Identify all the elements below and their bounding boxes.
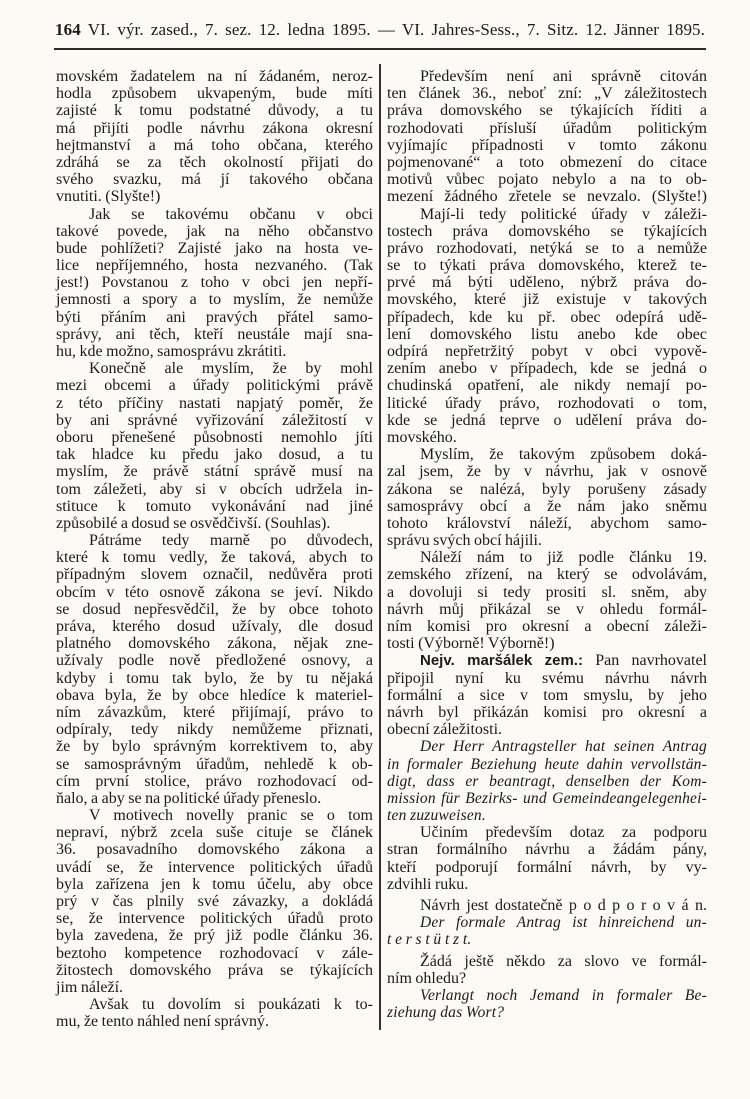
speaker-label: Nejv. maršálek zem.: <box>420 652 583 670</box>
text-line: kde se jedná teprve o udělení práva do- <box>387 411 707 429</box>
text-line: rozhodovati přísluší úřadům politickým <box>387 119 707 137</box>
text-line: takové povede, jak na něho občanstvo <box>56 222 373 240</box>
text-line: cím první stolice, právo rozhodovací od- <box>56 772 373 790</box>
text-line: Mají-li tedy politické úřady v záleži- <box>420 205 707 223</box>
text-line: Myslím, že takovým způsobem doká- <box>420 446 707 464</box>
text-line: chudinská opatření, ale nikdy nemají po- <box>387 377 707 395</box>
text-line: případným slovem označil, nedůvěra proti <box>56 566 373 584</box>
text-line: tostech práva domovského se týkajících <box>387 222 707 240</box>
text-line: hodla způsobem ukvapeným, bude míti <box>56 85 373 103</box>
text-line: a dovoluji si tedy prositi sl. sněm, aby <box>387 583 707 601</box>
text-line: byla zavedena, že prý již podle článku 36. <box>56 927 373 945</box>
text-line: tosti (Výborně! Výborně!) <box>387 635 555 653</box>
text-line: jest!) Povstanou z toho v obci jen nepří- <box>56 274 373 292</box>
text-line: nepraví, nýbrž zcela suše cituje se článek <box>56 824 373 842</box>
text-line: samosprávy obcí a že nám jako sněmu <box>387 497 707 515</box>
text-line: movského. <box>387 428 457 446</box>
text-line: odpíraly, tedy nikdy nemůžeme přiznati, <box>56 721 373 739</box>
text-line: mu, že tento náhled není správný. <box>56 1013 269 1031</box>
left-column <box>56 68 373 1031</box>
text-line: kdyby i tomu tak bylo, že by tu nějaká <box>56 669 373 687</box>
text-line: movského, které již existuje v takových <box>387 291 707 309</box>
text-line: by ani správné vyřizování záležitostí v <box>56 411 373 429</box>
text-line: formální a sice v tom smyslu, by jeho <box>387 686 707 704</box>
text-line: zal jsem, že by v návrhu, jak v osnově <box>387 463 707 481</box>
text-line: zdvihli ruku. <box>387 875 469 893</box>
text-line: stran formálního návrhu a žádám pány, <box>387 841 707 859</box>
text-line: se to týkati práva domovského, kterež te- <box>387 257 707 275</box>
text-line: práva domovského se týkajících říditi a <box>387 102 707 120</box>
text-line: hu, kde možno, samosprávu zkrátiti. <box>56 343 287 360</box>
text-line: 36. posavadního domovského zákona a <box>56 841 373 859</box>
text-line: Avšak tu dovolím si poukázati k to- <box>89 996 373 1014</box>
text-line: případech, kde ku př. obec odepírá udě- <box>387 308 707 326</box>
text-line: prý v čas plnily své závazky, a dokládá <box>56 893 373 910</box>
text-line: lice nepříjemného, hosta nezvaného. (Tak <box>56 257 373 275</box>
text-line: Především není ani správně citován <box>420 68 707 85</box>
text-line: práva, kterého dosud užívaly, dle dosud <box>56 618 373 635</box>
text-line: mezení žádného zřetele se nevzalo. (Slyšte!) <box>387 188 707 206</box>
text-line: Žádá ještě někdo za slovo ve formál- <box>420 952 707 970</box>
text-line: obava byla, že by obce hledíce k materiel- <box>56 686 373 704</box>
text-line: bude pohlížeti? Zajisté jako na hosta ve- <box>56 239 373 257</box>
right-column <box>387 68 707 1021</box>
header-rule <box>54 48 706 50</box>
text-line: připojil nyní ku svému návrhu návrh <box>387 669 707 687</box>
text-line: způsobilé a dosud se osvědčivší. (Souhlas). <box>56 514 331 532</box>
text-line: motivů vůbec pojato nebylo a na to ob- <box>387 171 707 189</box>
text-line: mission für Bezirks- und Gemeindeangelegenhei- <box>387 789 707 807</box>
text-line: žitostech domovského práva se týkajících <box>56 961 373 979</box>
text-line: platného domovského zákona, nějak zne- <box>56 635 373 653</box>
text-line: vnutiti. (Slyšte!) <box>56 188 161 206</box>
text-line: že by bylo správným korrektivem to, aby <box>56 738 373 756</box>
text-line: obcím v této osnově zákona se jeví. Nikdo <box>56 583 373 601</box>
text-line: užívaly podle nově předložené osnovy, a <box>56 652 373 670</box>
text-line: ňalo, a aby se na politické úřady přeneslo. <box>56 789 322 807</box>
text-line: pojmenované“ a toto obmezení do citace <box>387 153 707 171</box>
text-line: tom záležeti, aby si v obcích udržela in- <box>56 480 373 498</box>
text-line: Verlangt noch Jemand in formaler Be- <box>420 986 707 1004</box>
text-line: Pátráme tedy marně po důvodech, <box>89 532 373 550</box>
text-line: zdráhá se za těch okolností přijati do <box>56 153 373 171</box>
text-line: Konečně ale myslím, že by mohl <box>89 360 373 378</box>
text-line: vyjímajíc případnosti v tomto zákonu <box>387 136 707 154</box>
text-line: Návrh jest dostatečně p o d p o r o v á n. <box>420 897 707 914</box>
text-line: lení domovského listu anebo kde obec <box>387 325 707 343</box>
page-number: 164 <box>55 20 81 39</box>
text-line: Učiním především dotaz za podporu <box>420 824 707 842</box>
text-line: stituce k tomuto vykonávání nad jiné <box>56 497 373 515</box>
text-line: jim náleží. <box>56 978 124 996</box>
text-line: byla zařízena jen k tomu účelu, aby obce <box>56 875 373 893</box>
column-divider <box>379 64 381 1030</box>
text-line: správu svých obcí hájili. <box>387 532 542 550</box>
text-line: se samosprávným úřadům, nehledě k ob- <box>56 755 373 773</box>
text-line: Der Herr Antragsteller hat seinen Antrag <box>420 738 707 756</box>
text-line: kteří podporují formální návrh, by vy- <box>387 858 707 876</box>
text-line: hejtmanství a má toho občana, kterého <box>56 136 373 154</box>
text-line: se, že intervence politických úřadů proto <box>56 910 373 928</box>
text-line: ten zuzuweisen. <box>387 807 486 825</box>
text-line: ten článek 36., neboť zní: „V záležitostech <box>387 85 707 103</box>
text-line <box>387 652 707 669</box>
running-title: VI. výr. zased., 7. sez. 12. ledna 1895. — VI. Jahres-Sess., 7. Sitz. 12. Jänner 1895. <box>87 20 705 39</box>
text-line: má přijíti podle návrhu zákona okresní <box>56 119 373 137</box>
text-line: obecní záležitosti. <box>387 721 503 739</box>
text-line: in formaler Beziehung heute dahin vervollstän- <box>387 755 707 773</box>
text-line: ním závazkům, které přijímají, právo to <box>56 703 373 721</box>
text-line: právo rozhodovati, netýká se to a nemůže <box>387 239 707 257</box>
text-line: t e r s t ü t z t. <box>387 931 472 949</box>
text-line: tak hladce ku předu jako dosud, a tu <box>56 446 373 464</box>
text-line: tohoto království náleží, abychom samo- <box>387 514 707 532</box>
text-line: ním komisi pro okresní a obecní záleži- <box>387 618 707 635</box>
text-line: prvé má býti uděleno, nýbrž práva do- <box>387 274 707 292</box>
text-line: správy, ani těch, kteří neustále mají sna- <box>56 325 373 343</box>
speaker-text: Pan navrhovatel <box>582 652 707 670</box>
text-line: svého svazku, má jí takového občana <box>56 171 373 189</box>
text-line: Náleží nám to již podle článku 19. <box>420 549 707 567</box>
running-header <box>55 20 705 40</box>
text-line: ním ohledu? <box>387 969 467 987</box>
text-line: které k tomu vedly, že taková, abych to <box>56 549 373 567</box>
text-line: Jak se takovému občanu v obci <box>89 205 373 223</box>
text-line: movském žadatelem na ní žádaném, neroz- <box>56 68 373 85</box>
text-line: z této příčiny nastati napjatý poměr, že <box>56 394 373 412</box>
text-line: návrh byl přikázán komisi pro okresní a <box>387 703 707 721</box>
text-line: V motivech novelly pranic se o tom <box>89 807 373 825</box>
text-line: jemnosti a spory a to myslím, že nemůže <box>56 291 373 309</box>
text-line: zením anebo v případech, kde se jedná o <box>387 360 707 378</box>
text-line: mezi obcemi a úřady politickými právě <box>56 377 373 395</box>
text-line: digt, dass er beantragt, denselben der Kom- <box>387 772 707 790</box>
text-line: myslím, že právě státní správě musí na <box>56 463 373 481</box>
text-line: oboru přenešené působnosti nemohlo jíti <box>56 428 373 446</box>
text-line: ziehung das Wort? <box>387 1004 505 1022</box>
text-line: býti přáním ani pravých přátel samo- <box>56 308 373 326</box>
text-line: zemského zřízení, na který se odvolávám, <box>387 566 707 584</box>
text-line: návrh můj přikázal se v ohledu formál- <box>387 600 707 618</box>
text-line: Der formale Antrag ist hinreichend un- <box>420 914 707 932</box>
text-line: beztoho kompetence rozhodovací v zále- <box>56 944 373 962</box>
text-line: zajisté k tomu podstatné důvody, a tu <box>56 102 373 120</box>
text-line: zákona se nalézá, byly porušeny zásady <box>387 480 707 498</box>
text-line: litické úřady právo, rozhodovati o tom, <box>387 394 707 412</box>
text-line: odpírá nepřetržitý pobyt v obci vypově- <box>387 343 707 360</box>
text-line: uvádí se, že intervence politických úřadů <box>56 858 373 876</box>
text-line: se dosud nepřesvědčil, že by obce tohoto <box>56 600 373 618</box>
